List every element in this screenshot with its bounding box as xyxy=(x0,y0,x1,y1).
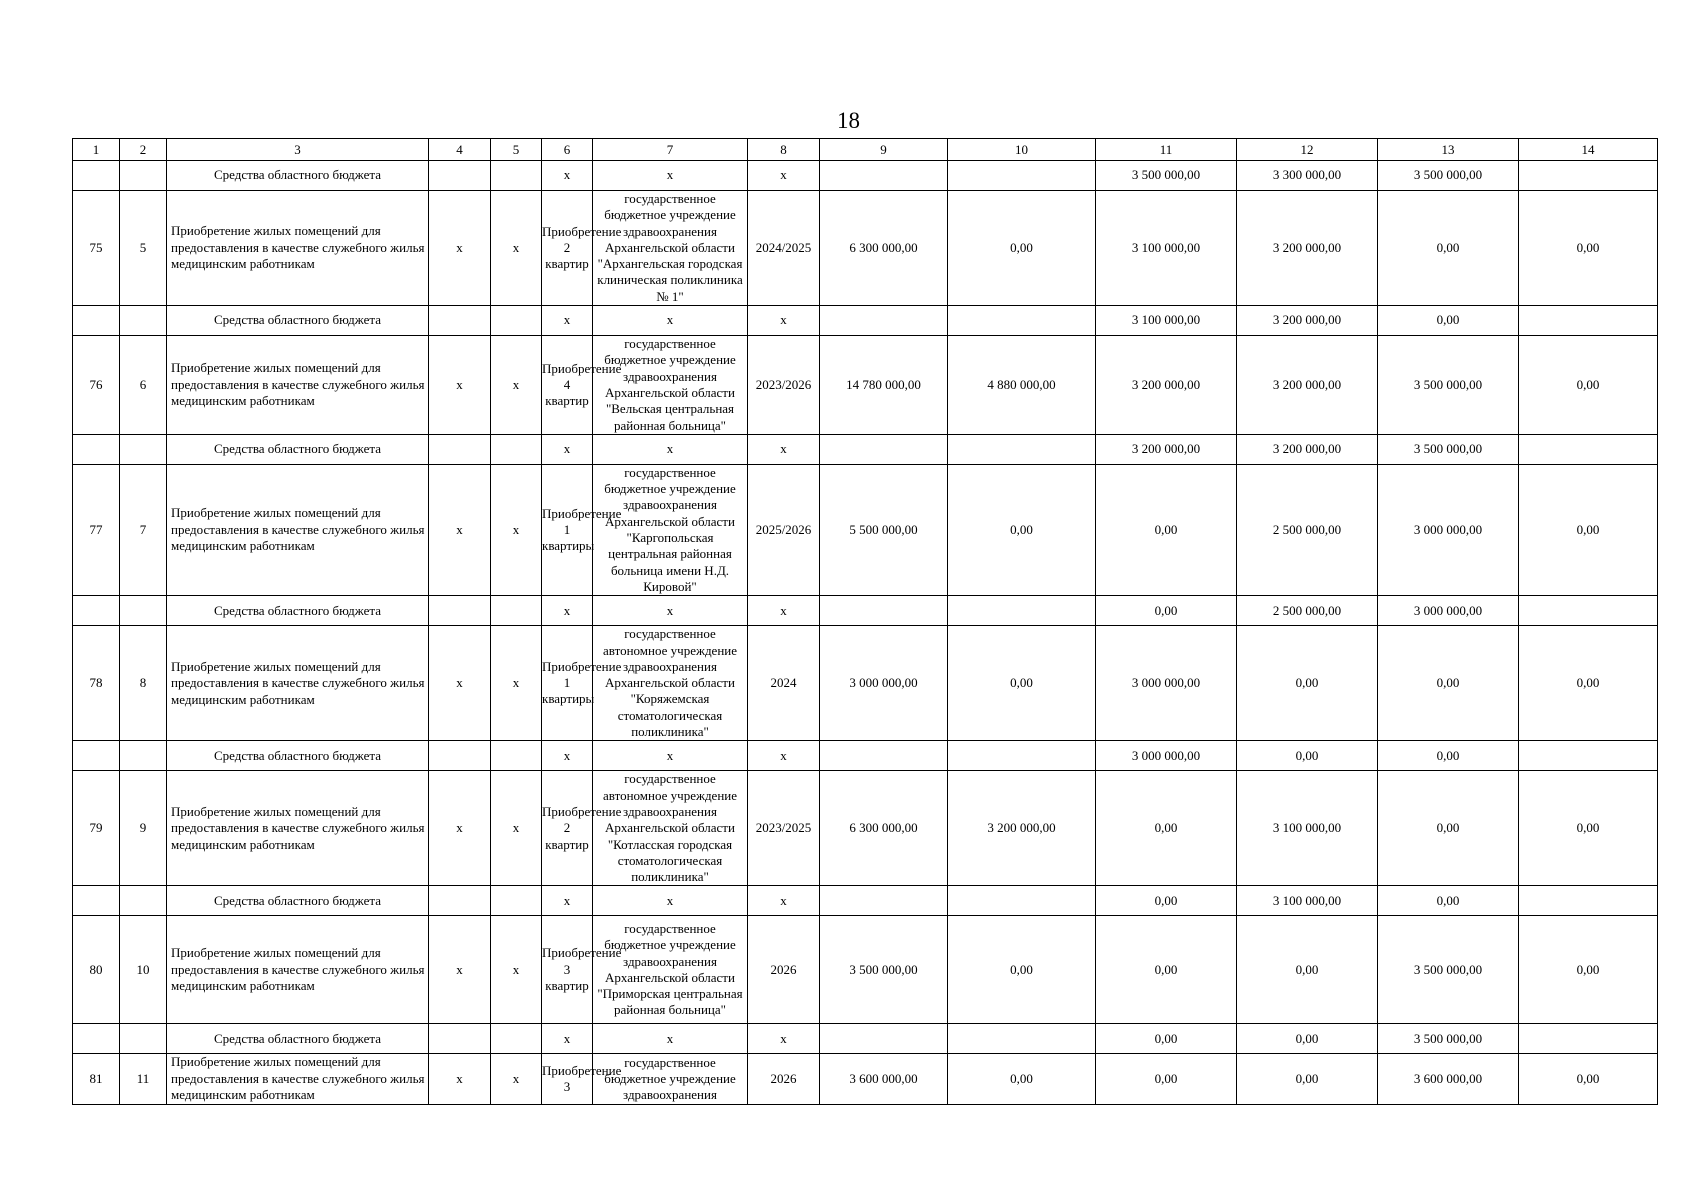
row-number-cell xyxy=(73,161,120,191)
organization-cell: государственное автономное учреждение здравоохранения Архангельской области "Коряжемская стоматологическая поликлиника" xyxy=(593,626,748,741)
stage-cell: х xyxy=(542,1024,593,1054)
organization-cell: х xyxy=(593,434,748,464)
table-row xyxy=(73,771,1658,886)
period-cell: 2025/2026 xyxy=(748,464,820,595)
organization-cell: государственное бюджетное учреждение здравоохранения Архангельской области "Вельская центральная районная больница" xyxy=(593,336,748,435)
header-cell-10: 10 xyxy=(948,139,1096,161)
total-cost-cell xyxy=(820,596,948,626)
col-12-amount-cell: 0,00 xyxy=(1237,916,1378,1024)
total-cost-cell xyxy=(820,161,948,191)
col-14-amount-cell: 0,00 xyxy=(1519,1054,1658,1105)
table-row xyxy=(73,464,1658,595)
col-14-amount-cell xyxy=(1519,161,1658,191)
period-cell: х xyxy=(748,434,820,464)
item-number-cell: 5 xyxy=(120,191,167,306)
col-13-amount-cell: 0,00 xyxy=(1378,306,1519,336)
col-14-amount-cell: 0,00 xyxy=(1519,191,1658,306)
organization-cell: х xyxy=(593,1024,748,1054)
stage-cell: Приобретение 2 квартир xyxy=(542,191,593,306)
measure-name-cell: Приобретение жилых помещений для предоставления в качестве служебного жилья медицинским работникам xyxy=(167,771,429,886)
col-4-cell: х xyxy=(429,771,491,886)
col-5-cell xyxy=(491,596,542,626)
col-4-cell xyxy=(429,306,491,336)
period-cell: х xyxy=(748,306,820,336)
table-row xyxy=(73,626,1658,741)
total-cost-cell xyxy=(820,434,948,464)
page-number: 18 xyxy=(837,108,860,133)
row-number-cell: 80 xyxy=(73,916,120,1024)
col-12-amount-cell: 3 200 000,00 xyxy=(1237,434,1378,464)
col-11-amount-cell: 0,00 xyxy=(1096,596,1237,626)
row-number-cell xyxy=(73,434,120,464)
col-4-cell: х xyxy=(429,464,491,595)
header-cell-2: 2 xyxy=(120,139,167,161)
total-cost-cell: 6 300 000,00 xyxy=(820,191,948,306)
col-12-amount-cell: 3 200 000,00 xyxy=(1237,336,1378,435)
organization-cell: х xyxy=(593,306,748,336)
row-number-cell: 81 xyxy=(73,1054,120,1105)
row-number-cell xyxy=(73,741,120,771)
period-cell: 2026 xyxy=(748,916,820,1024)
col-4-cell xyxy=(429,1024,491,1054)
period-cell: 2024 xyxy=(748,626,820,741)
col-13-amount-cell: 3 600 000,00 xyxy=(1378,1054,1519,1105)
stage-cell: Приобретение 2 квартир xyxy=(542,771,593,886)
item-number-cell xyxy=(120,161,167,191)
col-5-cell xyxy=(491,1024,542,1054)
row-number-cell: 79 xyxy=(73,771,120,886)
col-12-amount-cell: 0,00 xyxy=(1237,626,1378,741)
col-14-amount-cell: 0,00 xyxy=(1519,464,1658,595)
col-12-amount-cell: 3 200 000,00 xyxy=(1237,191,1378,306)
total-cost-cell: 6 300 000,00 xyxy=(820,771,948,886)
measure-name-cell: Приобретение жилых помещений для предоставления в качестве служебного жилья медицинским работникам xyxy=(167,464,429,595)
col-13-amount-cell: 3 500 000,00 xyxy=(1378,916,1519,1024)
col-12-amount-cell: 3 100 000,00 xyxy=(1237,771,1378,886)
total-cost-cell xyxy=(820,1024,948,1054)
funding-source-cell: Средства областного бюджета xyxy=(167,1024,429,1054)
col-5-cell: х xyxy=(491,1054,542,1105)
col-4-cell: х xyxy=(429,336,491,435)
organization-cell: государственное автономное учреждение здравоохранения Архангельской области "Котласская городская стоматологическая поликлиника" xyxy=(593,771,748,886)
col-4-cell xyxy=(429,596,491,626)
col-5-cell: х xyxy=(491,336,542,435)
header-cell-1: 1 xyxy=(73,139,120,161)
col-13-amount-cell: 0,00 xyxy=(1378,626,1519,741)
measure-name-cell: Приобретение жилых помещений для предоставления в качестве служебного жилья медицинским работникам xyxy=(167,336,429,435)
col-11-amount-cell: 3 500 000,00 xyxy=(1096,161,1237,191)
col-12-amount-cell: 3 200 000,00 xyxy=(1237,306,1378,336)
organization-cell: государственное бюджетное учреждение здравоохранения Архангельской области "Приморская центральная районная больница" xyxy=(593,916,748,1024)
col-14-amount-cell: 0,00 xyxy=(1519,771,1658,886)
funding-source-row xyxy=(73,1024,1658,1054)
table-row xyxy=(73,191,1658,306)
col-10-amount-cell: 0,00 xyxy=(948,464,1096,595)
col-14-amount-cell xyxy=(1519,306,1658,336)
measure-name-cell: Приобретение жилых помещений для предоставления в качестве служебного жилья медицинским работникам xyxy=(167,916,429,1024)
organization-cell: государственное бюджетное учреждение здравоохранения xyxy=(593,1054,748,1105)
budget-table xyxy=(72,138,1658,1105)
col-11-amount-cell: 0,00 xyxy=(1096,916,1237,1024)
col-5-cell: х xyxy=(491,771,542,886)
funding-source-cell: Средства областного бюджета xyxy=(167,434,429,464)
header-cell-5: 5 xyxy=(491,139,542,161)
col-12-amount-cell: 2 500 000,00 xyxy=(1237,596,1378,626)
col-11-amount-cell: 3 000 000,00 xyxy=(1096,741,1237,771)
col-4-cell xyxy=(429,161,491,191)
total-cost-cell: 5 500 000,00 xyxy=(820,464,948,595)
col-13-amount-cell: 0,00 xyxy=(1378,191,1519,306)
col-4-cell: х xyxy=(429,1054,491,1105)
row-number-cell: 77 xyxy=(73,464,120,595)
col-14-amount-cell xyxy=(1519,434,1658,464)
organization-cell: х xyxy=(593,161,748,191)
col-4-cell: х xyxy=(429,916,491,1024)
organization-cell: государственное бюджетное учреждение здравоохранения Архангельской области "Каргопольская центральная районная больница имени Н.Д. Кировой" xyxy=(593,464,748,595)
col-11-amount-cell: 0,00 xyxy=(1096,771,1237,886)
stage-cell: Приобретение 3 квартир xyxy=(542,916,593,1024)
header-cell-7: 7 xyxy=(593,139,748,161)
organization-cell: государственное бюджетное учреждение здравоохранения Архангельской области "Архангельская городская клиническая поликлиника № 1" xyxy=(593,191,748,306)
col-12-amount-cell: 0,00 xyxy=(1237,1024,1378,1054)
period-cell: 2026 xyxy=(748,1054,820,1105)
col-10-amount-cell xyxy=(948,306,1096,336)
funding-source-cell: Средства областного бюджета xyxy=(167,161,429,191)
col-10-amount-cell: 0,00 xyxy=(948,916,1096,1024)
col-10-amount-cell xyxy=(948,596,1096,626)
col-13-amount-cell: 3 500 000,00 xyxy=(1378,434,1519,464)
row-number-cell xyxy=(73,1024,120,1054)
col-10-amount-cell xyxy=(948,741,1096,771)
col-13-amount-cell: 0,00 xyxy=(1378,741,1519,771)
total-cost-cell: 3 600 000,00 xyxy=(820,1054,948,1105)
col-11-amount-cell: 0,00 xyxy=(1096,464,1237,595)
funding-source-row xyxy=(73,886,1658,916)
col-10-amount-cell xyxy=(948,434,1096,464)
header-cell-14: 14 xyxy=(1519,139,1658,161)
col-13-amount-cell: 0,00 xyxy=(1378,886,1519,916)
col-10-amount-cell: 0,00 xyxy=(948,191,1096,306)
col-11-amount-cell: 0,00 xyxy=(1096,1024,1237,1054)
row-number-cell: 78 xyxy=(73,626,120,741)
col-11-amount-cell: 3 200 000,00 xyxy=(1096,434,1237,464)
stage-cell: х xyxy=(542,886,593,916)
col-13-amount-cell: 3 500 000,00 xyxy=(1378,161,1519,191)
measure-name-cell: Приобретение жилых помещений для предоставления в качестве служебного жилья медицинским работникам xyxy=(167,191,429,306)
stage-cell: х xyxy=(542,161,593,191)
col-11-amount-cell: 0,00 xyxy=(1096,1054,1237,1105)
col-5-cell: х xyxy=(491,626,542,741)
row-number-cell xyxy=(73,596,120,626)
col-11-amount-cell: 3 100 000,00 xyxy=(1096,306,1237,336)
table-row xyxy=(73,1054,1658,1105)
total-cost-cell xyxy=(820,886,948,916)
funding-source-cell: Средства областного бюджета xyxy=(167,741,429,771)
organization-cell: х xyxy=(593,741,748,771)
funding-source-row xyxy=(73,741,1658,771)
header-cell-3: 3 xyxy=(167,139,429,161)
period-cell: х xyxy=(748,596,820,626)
item-number-cell xyxy=(120,886,167,916)
col-5-cell xyxy=(491,886,542,916)
header-cell-8: 8 xyxy=(748,139,820,161)
item-number-cell: 6 xyxy=(120,336,167,435)
header-cell-13: 13 xyxy=(1378,139,1519,161)
col-12-amount-cell: 2 500 000,00 xyxy=(1237,464,1378,595)
total-cost-cell xyxy=(820,306,948,336)
col-11-amount-cell: 0,00 xyxy=(1096,886,1237,916)
col-5-cell: х xyxy=(491,916,542,1024)
funding-source-row xyxy=(73,161,1658,191)
funding-source-row xyxy=(73,306,1658,336)
col-10-amount-cell: 0,00 xyxy=(948,1054,1096,1105)
stage-cell: Приобретение 1 квартиры xyxy=(542,626,593,741)
organization-cell: х xyxy=(593,886,748,916)
table-body xyxy=(73,139,1658,1105)
funding-source-row xyxy=(73,596,1658,626)
stage-cell: Приобретение 3 xyxy=(542,1054,593,1105)
col-10-amount-cell xyxy=(948,1024,1096,1054)
item-number-cell: 9 xyxy=(120,771,167,886)
item-number-cell xyxy=(120,1024,167,1054)
col-10-amount-cell: 0,00 xyxy=(948,626,1096,741)
item-number-cell xyxy=(120,434,167,464)
col-12-amount-cell: 3 300 000,00 xyxy=(1237,161,1378,191)
col-10-amount-cell: 3 200 000,00 xyxy=(948,771,1096,886)
row-number-cell: 75 xyxy=(73,191,120,306)
item-number-cell: 11 xyxy=(120,1054,167,1105)
item-number-cell xyxy=(120,741,167,771)
col-4-cell: х xyxy=(429,626,491,741)
col-13-amount-cell: 3 000 000,00 xyxy=(1378,596,1519,626)
col-13-amount-cell: 3 500 000,00 xyxy=(1378,336,1519,435)
col-12-amount-cell: 0,00 xyxy=(1237,1054,1378,1105)
organization-cell: х xyxy=(593,596,748,626)
item-number-cell: 7 xyxy=(120,464,167,595)
period-cell: 2023/2025 xyxy=(748,771,820,886)
period-cell: х xyxy=(748,161,820,191)
total-cost-cell: 14 780 000,00 xyxy=(820,336,948,435)
stage-cell: Приобретение 1 квартиры xyxy=(542,464,593,595)
header-cell-9: 9 xyxy=(820,139,948,161)
period-cell: 2024/2025 xyxy=(748,191,820,306)
funding-source-cell: Средства областного бюджета xyxy=(167,306,429,336)
period-cell: х xyxy=(748,886,820,916)
item-number-cell xyxy=(120,306,167,336)
col-14-amount-cell xyxy=(1519,1024,1658,1054)
header-cell-12: 12 xyxy=(1237,139,1378,161)
stage-cell: Приобретение 4 квартир xyxy=(542,336,593,435)
funding-source-cell: Средства областного бюджета xyxy=(167,596,429,626)
measure-name-cell: Приобретение жилых помещений для предоставления в качестве служебного жилья медицинским работникам xyxy=(167,1054,429,1105)
col-14-amount-cell xyxy=(1519,596,1658,626)
total-cost-cell: 3 500 000,00 xyxy=(820,916,948,1024)
period-cell: х xyxy=(748,741,820,771)
total-cost-cell: 3 000 000,00 xyxy=(820,626,948,741)
col-14-amount-cell xyxy=(1519,886,1658,916)
header-cell-11: 11 xyxy=(1096,139,1237,161)
col-4-cell xyxy=(429,741,491,771)
col-14-amount-cell: 0,00 xyxy=(1519,916,1658,1024)
col-13-amount-cell: 0,00 xyxy=(1378,771,1519,886)
item-number-cell: 10 xyxy=(120,916,167,1024)
col-12-amount-cell: 0,00 xyxy=(1237,741,1378,771)
col-14-amount-cell: 0,00 xyxy=(1519,626,1658,741)
col-11-amount-cell: 3 200 000,00 xyxy=(1096,336,1237,435)
measure-name-cell: Приобретение жилых помещений для предоставления в качестве служебного жилья медицинским работникам xyxy=(167,626,429,741)
col-4-cell xyxy=(429,434,491,464)
col-11-amount-cell: 3 000 000,00 xyxy=(1096,626,1237,741)
col-13-amount-cell: 3 000 000,00 xyxy=(1378,464,1519,595)
col-5-cell xyxy=(491,306,542,336)
col-10-amount-cell: 4 880 000,00 xyxy=(948,336,1096,435)
col-5-cell xyxy=(491,161,542,191)
row-number-cell xyxy=(73,306,120,336)
table-row xyxy=(73,336,1658,435)
col-5-cell xyxy=(491,741,542,771)
col-4-cell xyxy=(429,886,491,916)
col-10-amount-cell xyxy=(948,161,1096,191)
col-5-cell: х xyxy=(491,464,542,595)
stage-cell: х xyxy=(542,596,593,626)
item-number-cell: 8 xyxy=(120,626,167,741)
funding-source-cell: Средства областного бюджета xyxy=(167,886,429,916)
period-cell: 2023/2026 xyxy=(748,336,820,435)
total-cost-cell xyxy=(820,741,948,771)
table-row xyxy=(73,916,1658,1024)
header-cell-6: 6 xyxy=(542,139,593,161)
row-number-cell: 76 xyxy=(73,336,120,435)
col-10-amount-cell xyxy=(948,886,1096,916)
col-5-cell xyxy=(491,434,542,464)
header-cell-4: 4 xyxy=(429,139,491,161)
funding-source-row xyxy=(73,434,1658,464)
col-11-amount-cell: 3 100 000,00 xyxy=(1096,191,1237,306)
col-14-amount-cell: 0,00 xyxy=(1519,336,1658,435)
stage-cell: х xyxy=(542,306,593,336)
stage-cell: х xyxy=(542,434,593,464)
col-13-amount-cell: 3 500 000,00 xyxy=(1378,1024,1519,1054)
col-4-cell: х xyxy=(429,191,491,306)
col-5-cell: х xyxy=(491,191,542,306)
item-number-cell xyxy=(120,596,167,626)
stage-cell: х xyxy=(542,741,593,771)
column-number-header-row xyxy=(73,139,1658,161)
col-14-amount-cell xyxy=(1519,741,1658,771)
row-number-cell xyxy=(73,886,120,916)
period-cell: х xyxy=(748,1024,820,1054)
col-12-amount-cell: 3 100 000,00 xyxy=(1237,886,1378,916)
